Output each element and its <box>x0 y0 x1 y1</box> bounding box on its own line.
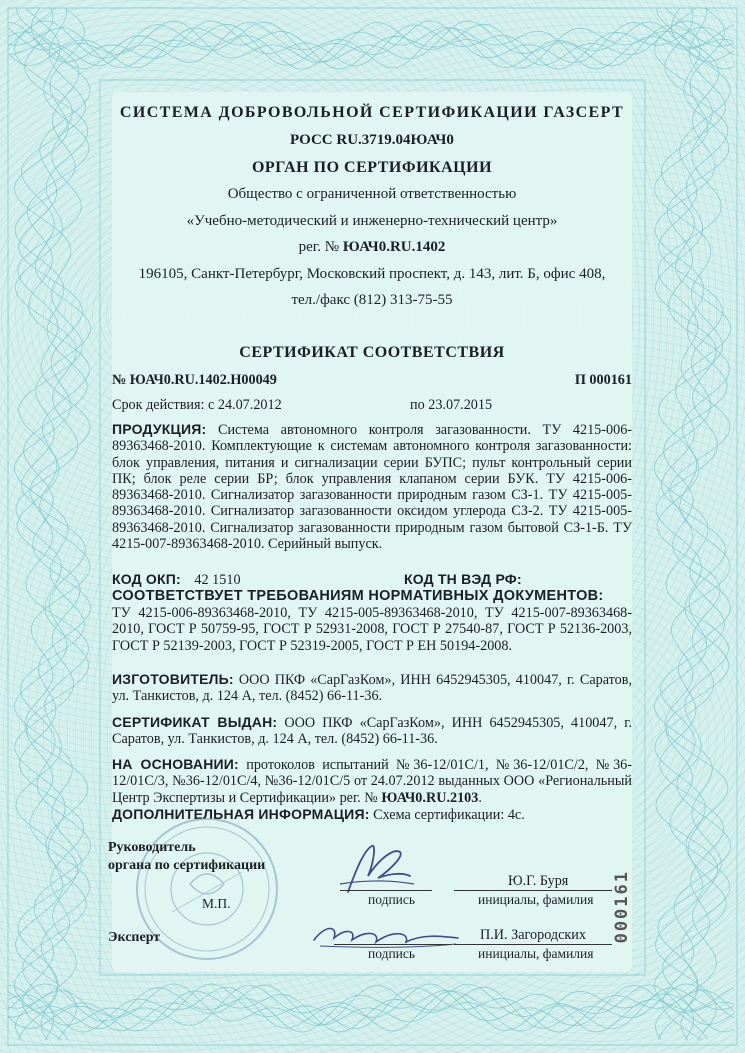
basis-text: протоколов испытаний №36-12/01С/1, №36-12/01С/2, №36-12/01С/3, №36-12/01С/4, №36-12/01С/5 от 24.07.2012 выданных ООО «Региональный Центр Экспертизы и Сертификации» рег. № <box>112 757 632 806</box>
certificate-content <box>108 92 633 972</box>
head-signature-caption: подпись <box>368 892 416 907</box>
org-line-1: Общество с ограниченной ответственностью <box>227 186 517 202</box>
basis-reg-number: ЮАЧ0.RU.2103 <box>381 789 479 806</box>
form-number: П 000161 <box>574 372 632 388</box>
registry-code: РОСС RU.3719.04ЮАЧ0 <box>290 132 454 148</box>
head-name: Ю.Г. Буря <box>508 873 569 889</box>
expert-name: П.И. Загородских <box>480 927 586 943</box>
head-name-line <box>454 890 612 891</box>
basis-section: НА ОСНОВАНИИ: протоколов испытаний №36-12/01С/1, №36-12/01С/2, №36-12/01С/3, №36-12/01С/4, №36-12/01С/5 от 24.07.2012 выданных ООО «Региональный Центр Экспертизы и Сертификации» рег. № ЮАЧ0.RU.2103. <box>112 756 632 806</box>
issued-label: СЕРТИФИКАТ ВЫДАН: <box>112 714 278 730</box>
extra-label: ДОПОЛНИТЕЛЬНАЯ ИНФОРМАЦИЯ: <box>112 806 370 822</box>
manufacturer-text: ООО ПКФ «СарГазКом», ИНН 6452945305, 410047, г. Саратов, ул. Танкистов, д. 124 А, тел. (8452) 66-11-36. <box>112 672 632 705</box>
issued-section <box>112 714 632 748</box>
okp-label: КОД ОКП: <box>112 571 181 587</box>
body-title: ОРГАН ПО СЕРТИФИКАЦИИ <box>251 159 493 176</box>
system-title: СИСТЕМА ДОБРОВОЛЬНОЙ СЕРТИФИКАЦИИ ГАЗСЕРТ <box>119 104 625 121</box>
org-line-2: «Учебно-методический и инженерно-технический центр» <box>186 213 558 229</box>
certificate-title: СЕРТИФИКАТ СООТВЕТСТВИЯ <box>239 344 505 361</box>
product-label: ПРОДУКЦИЯ: <box>112 421 207 437</box>
org-registration <box>112 239 632 256</box>
expert-name-line <box>454 944 612 945</box>
tnved-label: КОД ТН ВЭД РФ: <box>404 571 522 587</box>
expert-name-caption: инициалы, фамилия <box>478 946 594 961</box>
serial-number-vertical: 000161 <box>612 870 632 944</box>
org-phone: тел./факс (812) 313-75-55 <box>291 292 453 308</box>
extra-text: Схема сертификации: 4с. <box>373 807 525 823</box>
standards-text: ТУ 4215-006-89363468-2010, ТУ 4215-005-89363468-2010, ТУ 4215-007-89363468-2010, ГОСТ Р 50759-95, ГОСТ Р 52931-2008, ГОСТ Р 27540-87, ГОСТ Р 52136-2003, ГОСТ Р 52139-2003, ГОСТ Р 52319-2005, ГОСТ Р ЕН 50194-2008. <box>112 605 632 654</box>
okp-value: 42 1510 <box>194 572 241 588</box>
validity-to: по 23.07.2015 <box>410 397 493 413</box>
stamp-label: М.П. <box>202 896 231 911</box>
standards-label: СООТВЕТСТВУЕТ ТРЕБОВАНИЯМ НОРМАТИВНЫХ ДОКУМЕНТОВ: <box>112 588 604 604</box>
expert-label: Эксперт <box>108 930 161 945</box>
okp-code <box>112 571 241 589</box>
product-section <box>112 421 632 552</box>
product-text: Система автономного контроля загазованности. ТУ 4215-006-89363468-2010. Комплектующие к системам автономного контроля загазованности: блок управления, питания и сигнализации серии БУПС; пульт контрольный серии ПК; блок реле серии БР; блок управления клапаном серии БУК. ТУ 4215-006-89363468-2010. Сигнализатор загазованности природным газом СЗ-1. ТУ 4215-005-89363468-2010. Сигнализатор загазованности оксидом углерода СЗ-2. ТУ 4215-005-89363468-2010. Сигнализатор загазованности природным газом бытовой СЗ-1-Б. ТУ 4215-007-89363468-2010. Серийный выпуск. <box>112 422 633 553</box>
validity-from: Срок действия: с 24.07.2012 <box>112 397 282 413</box>
org-address: 196105, Санкт-Петербург, Московский проспект, д. 143, лит. Б, офис 408, <box>138 266 606 282</box>
issued-text: ООО ПКФ «СарГазКом», ИНН 6452945305, 410047, г. Саратов, ул. Танкистов, д. 124 А, тел. (8452) 66-11-36. <box>112 715 633 748</box>
certificate-number: № ЮАЧ0.RU.1402.Н00049 <box>112 372 277 388</box>
reg-number: ЮАЧ0.RU.1402 <box>342 239 446 255</box>
expert-signature-caption: подпись <box>368 946 416 961</box>
head-name-caption: инициалы, фамилия <box>478 892 594 907</box>
basis-label: НА ОСНОВАНИИ: <box>112 756 239 772</box>
head-signature-line <box>340 890 432 891</box>
head-label-1: Руководитель <box>108 840 196 855</box>
head-label-2: органа по сертификации <box>108 858 266 873</box>
reg-prefix: рег. № <box>298 239 340 255</box>
manufacturer-label: ИЗГОТОВИТЕЛЬ: <box>112 671 234 687</box>
manufacturer-section <box>112 671 632 705</box>
expert-signature-line <box>334 944 452 945</box>
